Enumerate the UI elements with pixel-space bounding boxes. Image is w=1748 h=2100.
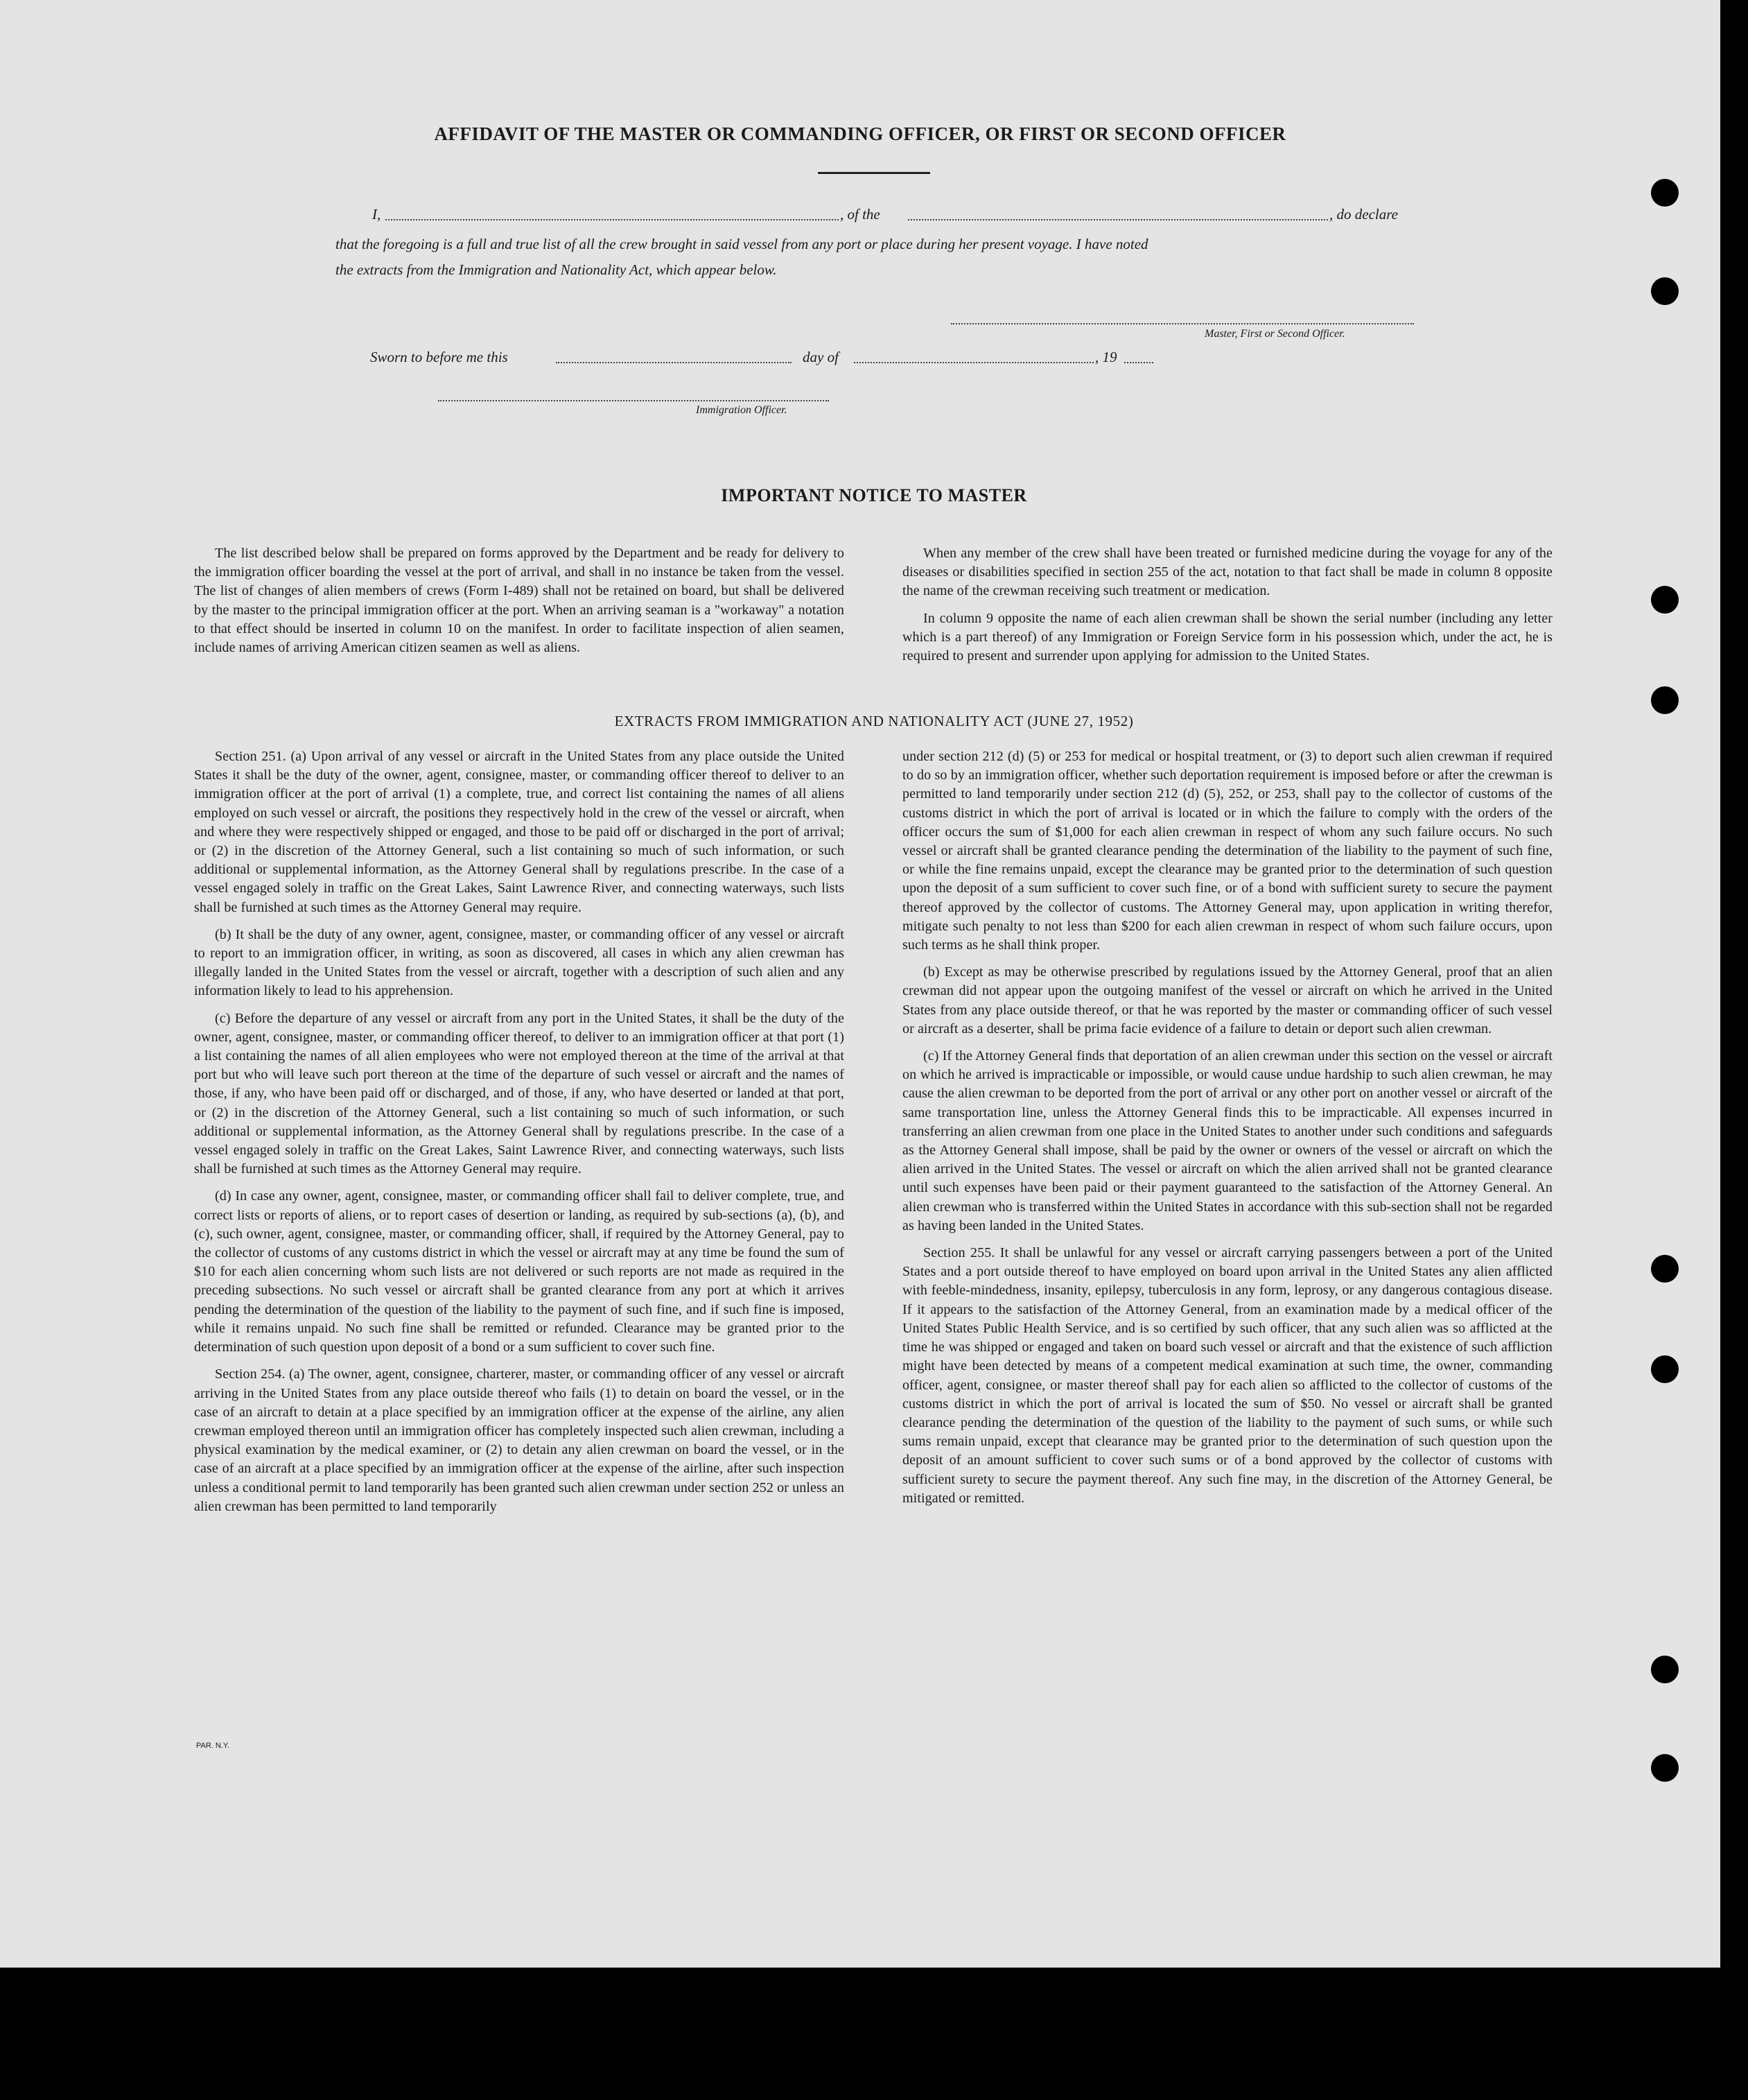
sworn-day-blank[interactable]	[556, 362, 792, 363]
punch-hole	[1651, 1255, 1679, 1283]
year-blank[interactable]	[1124, 362, 1153, 363]
act-section-paragraph: (c) Before the departure of any vessel or aircraft from any port in the United States, it shall be the duty of the owner, agent, consignee, master, or commanding officer thereof, to deliver to an immigration officer at that port (1) a list containing the names of all alien employees who were not employed thereon at the time of the arrival at that port but who will leave such port thereon at the time of the departure of such vessel or aircraft and the names of those, if any, who have been paid off or discharged, and of those, if any, who have deserted or landed at that port, or (2) in the discretion of the Attorney General, such a list containing so much of such information, or such additional or supplemental information, as the Attorney General shall by regulations prescribe. In the case of a vessel engaged solely in traffic on the Great Lakes, Saint Lawrence River, and connecting waterways, such lists shall be furnished at such times as the Attorney General may require.	[194, 1010, 844, 1177]
act-section-paragraph: under section 212 (d) (5) or 253 for medical or hospital treatment, or (3) to deport such alien crewman if required to do so by an immigration officer, whether such deportation requirement is imposed before or after the crewman is permitted to land temporarily under section 212 (d) (5), 252, or 253, shall pay to the collector of customs of the customs district in which the port of arrival is located or in which the failure to comply with the orders of the officer occurs the sum of $1,000 for each alien crewman in respect of whom any such failure occurs. No such vessel or aircraft shall be granted clearance pending the determination of the liability to the payment of such fine, or while the fine remains unpaid, except the clearance may be granted prior to the determination of such question upon the deposit of a sum sufficient to cover such fine, or of a bond with sufficient surety to secure the payment thereof approved by the collector of customs. The Attorney General may, upon application in writing therefor, mitigate such penalty to not less than $200 for each alien crewman in respect of whom such failure occurs, upon such terms as he shall think proper.	[902, 749, 1553, 953]
act-section-paragraph: Section 254. (a) The owner, agent, consignee, charterer, master, or commanding officer of any vessel or aircraft arriving in the United States from any place outside thereof who fails (1) to detain on board the vessel, or in the case of an aircraft to detain at a place specified by an immigration officer at the expense of the airline, any alien crewman employed thereon until an immigration officer has completely inspected such alien crewman, including a physical examination by the medical examiner, or (2) to detain any alien crewman on board the vessel, or in the case of an aircraft at a place specified by an immigration officer at the expense of the airline, after such inspection unless a conditional permit to land temporarily has been granted such alien crewman under section 252 or unless an alien crewman has been permitted to land temporarily	[194, 1366, 844, 1514]
punch-hole	[1651, 1656, 1679, 1683]
affidavit-line-2: that the foregoing is a full and true list of all the crew brought in said vessel from any port or place during her present voyage. I have noted	[335, 236, 1148, 252]
officer-signature-caption: Immigration Officer.	[696, 404, 787, 416]
form-code: PAR. N.Y.	[196, 1742, 229, 1750]
act-section-paragraph: Section 255. It shall be unlawful for any vessel or aircraft carrying passengers between a port of the United States and a port outside thereof to have employed on board upon arrival in the United States any alien afflicted with feeble-mindedness, insanity, epilepsy, tuberculosis in any form, leprosy, or any dangerous contagious disease. If it appears to the satisfaction of the Attorney General, from an examination made by a medical officer of the United States Public Health Service, and is so certified by such officer, that any such alien was so afflicted at the time he was shipped or engaged and taken on board such vessel or aircraft and that the existence of such affliction might have been detected by means of a competent medical examination at such time, the owner, commanding officer, agent, consignee, or master thereof shall pay for each alien so afflicted to the collector of customs of the customs district in which the port of arrival is located the sum of $50. No vessel or aircraft shall be granted clearance pending the determination of the question of the liability to the payment of such sums, or while such sums remain unpaid, except that clearance may be granted prior to the determination of such question upon the deposit of an amount sufficient to cover such sums or of a bond approved by the collector of customs with sufficient surety to secure the payment thereof. Any such fine may, in the discretion of the Attorney General, be mitigated or remitted.	[902, 1245, 1553, 1506]
master-signature-caption: Master, First or Second Officer.	[1205, 328, 1345, 340]
affidavit-title: AFFIDAVIT OF THE MASTER OR COMMANDING OFFICER, OR FIRST OR SECOND OFFICER	[434, 123, 1286, 144]
vessel-blank[interactable]	[908, 219, 1328, 220]
notice-paragraph: The list described below shall be prepared on forms approved by the Department and be ready for delivery to the immigration officer boarding the vessel at the port of arrival, and shall in no instance be taken from the vessel. The list of changes of alien members of crews (Form I-489) shall not be retained on board, but shall be delivered by the master to the principal immigration officer at the port. When an arriving seaman is a "workaway" a notation to that effect should be inserted in column 10 on the manifest. In order to facilitate inspection of alien seamen, include names of arriving American citizen seamen as well as aliens.	[194, 546, 844, 656]
act-section-paragraph: Section 251. (a) Upon arrival of any vessel or aircraft in the United States from any place outside the United States it shall be the duty of the owner, agent, consignee, master, or commanding officer thereof to deliver to an immigration officer at the port of arrival (1) a complete, true, and correct list containing the names of all aliens employed on such vessel or aircraft, the positions they respectively hold in the crew of the vessel or aircraft, when and where they were respectively shipped or engaged, and those to be paid off or discharged in the port of arrival; or (2) in the discretion of the Attorney General, such a list containing so much of such information, or such additional or supplemental information, as the Attorney General shall by regulations prescribe. In the case of a vessel engaged solely in traffic on the Great Lakes, Saint Lawrence River, and connecting waterways, such lists shall be furnished at such times as the Attorney General may require.	[194, 749, 844, 915]
notice-title: IMPORTANT NOTICE TO MASTER	[721, 485, 1027, 505]
affidavit-line-3: the extracts from the Immigration and Nationality Act, which appear below.	[335, 261, 777, 278]
day-of-label: day of	[803, 349, 839, 365]
notice-left-column	[194, 544, 844, 666]
punch-hole	[1651, 686, 1679, 714]
extracts-right-column	[902, 747, 1553, 1516]
extracts-left-column	[194, 747, 844, 1525]
punch-hole	[1651, 277, 1679, 305]
punch-hole	[1651, 1355, 1679, 1383]
punch-hole	[1651, 1754, 1679, 1782]
title-divider	[818, 172, 930, 174]
officer-signature-line[interactable]	[438, 400, 829, 401]
punch-hole	[1651, 179, 1679, 207]
year-label: , 19	[1095, 349, 1117, 365]
affidavit-of-the-label: , of the	[840, 206, 880, 223]
notice-paragraph: In column 9 opposite the name of each alien crewman shall be shown the serial number (including any letter which is a part thereof) of any Immigration or Foreign Service form in his possession which, under the act, he is required to present and surrender upon applying for admission to the United States.	[902, 610, 1553, 664]
act-section-paragraph: (b) It shall be the duty of any owner, agent, consignee, master, or commanding officer of any vessel or aircraft to report to an immigration officer, in writing, as soon as discovered, all cases in which any alien crewman has illegally landed in the United States from the vessel or aircraft, together with a description of such alien and any information likely to lead to his apprehension.	[194, 926, 844, 999]
punch-hole	[1651, 586, 1679, 614]
act-section-paragraph: (b) Except as may be otherwise prescribed by regulations issued by the Attorney General, proof that an alien crewman did not appear upon the outgoing manifest of the vessel or aircraft on which he arrived in the United States from any place outside thereof, or that he was reported by the master or commanding officer of such vessel or aircraft as a deserter, shall be prima facie evidence of a failure to detain or deport such alien crewman.	[902, 964, 1553, 1036]
affidavit-declare-label: , do declare	[1329, 206, 1398, 223]
notice-right-column	[902, 544, 1553, 674]
sworn-month-blank[interactable]	[854, 362, 1094, 363]
act-section-paragraph: (d) In case any owner, agent, consignee, master, or commanding officer shall fail to deliver complete, true, and correct lists or reports of aliens, or to report cases of desertion or landing, as required by sub-sections (a), (b), and (c), such owner, agent, consignee, master, or commanding officer, shall, if required by the Attorney General, pay to the collector of customs of any customs district in which the vessel or aircraft may at any time be found the sum of $10 for each alien concerning whom such lists are not delivered or such reports are not made as required in the preceding subsections. No such vessel or aircraft shall be granted clearance from any port at which it arrives pending the determination of the question of the liability to the payment of such fine, and if such fine is imposed, while it remains unpaid. No such fine shall be remitted or refunded. Clearance may be granted prior to the determination of such question upon deposit of a bond or a sum sufficient to cover such fine.	[194, 1188, 844, 1355]
name-blank[interactable]	[385, 219, 839, 220]
extracts-title: EXTRACTS FROM IMMIGRATION AND NATIONALITY ACT (JUNE 27, 1952)	[614, 713, 1134, 729]
notice-paragraph: When any member of the crew shall have been treated or furnished medicine during the voyage for any of the diseases or disabilities specified in section 255 of the act, notation to that fact shall be made in column 8 opposite the name of the crewman receiving such treatment or medication.	[902, 546, 1553, 599]
sworn-label: Sworn to before me this	[370, 349, 508, 365]
act-section-paragraph: (c) If the Attorney General finds that deportation of an alien crewman under this section on the vessel or aircraft on which he arrived is impracticable or impossible, or would cause undue hardship to such alien crewman, he may cause the alien crewman to be deported from the port of arrival or any other port on another vessel or aircraft of the same transportation line, unless the Attorney General finds this to be impracticable. All expenses incurred in transferring an alien crewman from one place in the United States to another under such conditions and safeguards as the Attorney General shall impose, shall be paid by the owner or owners of the vessel or aircraft on which the alien arrived in the United States. The vessel or aircraft on which the alien arrived shall not be granted clearance until such expenses have been paid or their payment guaranteed to the satisfaction of the Attorney General. An alien crewman who is transferred within the United States in accordance with this sub-section shall not be regarded as having been landed in the United States.	[902, 1048, 1553, 1233]
affidavit-i-label: I,	[372, 206, 381, 223]
master-signature-line[interactable]	[951, 323, 1414, 324]
